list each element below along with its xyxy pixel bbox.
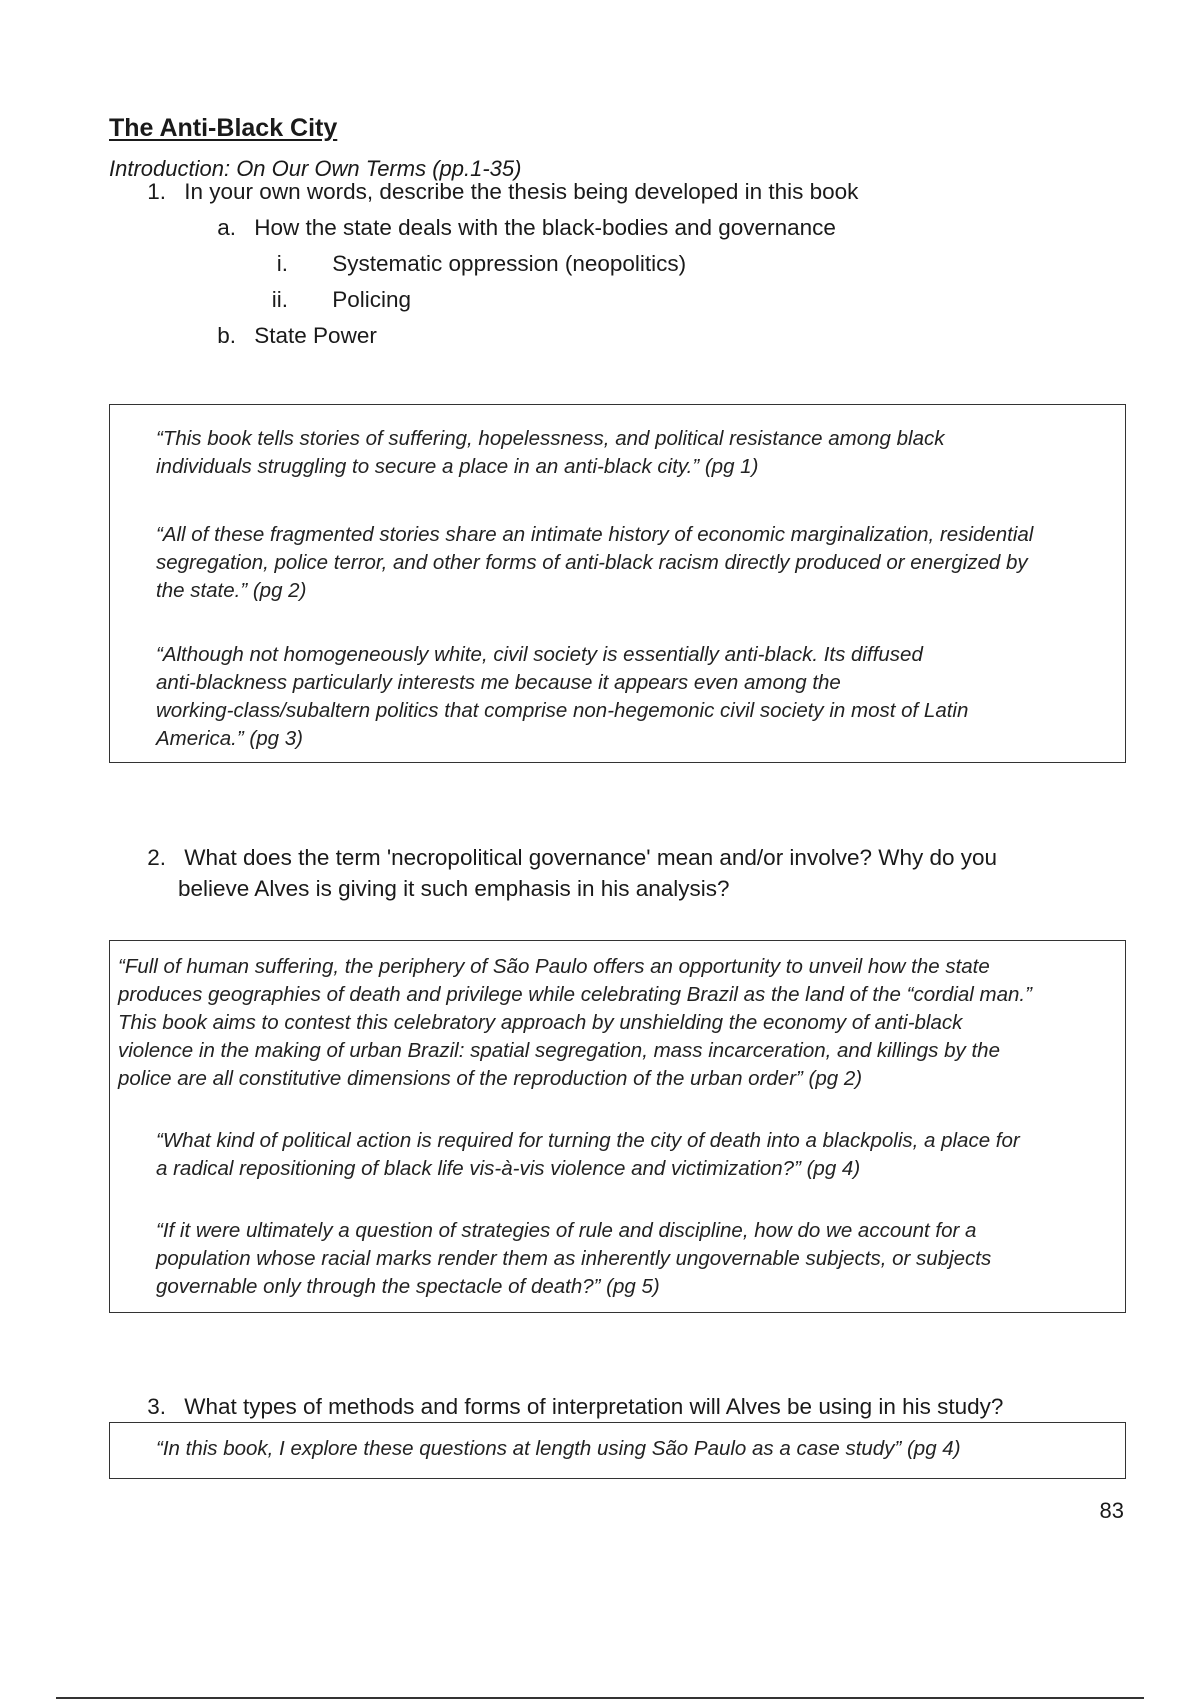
question-2-line-1: What does the term 'necropolitical governance' mean and/or involve? Why do you <box>184 845 998 870</box>
quote-box-2-quote-2: “What kind of political action is required for turning the city of death into a blackpolis, a place for a radical repositioning of black life vis-à-vis violence and victimization?” (pg 4) <box>156 1129 1020 1180</box>
question-3-text: What types of methods and forms of interpretation will Alves be using in his study? <box>184 1394 1004 1419</box>
question-1-text: In your own words, describe the thesis being developed in this book <box>184 179 859 204</box>
page-number: 83 <box>1099 1498 1124 1523</box>
document-title: The Anti-Black City <box>109 114 338 142</box>
quote-box-1 <box>109 404 1126 763</box>
question-1-item-a-ii: ii. Policing <box>271 287 412 312</box>
quote-box-3 <box>109 1422 1126 1479</box>
quote-box-3-quote-1: “In this book, I explore these questions at length using São Paulo as a case study” (pg 4) <box>156 1437 961 1460</box>
question-1-item-a: a. How the state deals with the black-bodies and governance <box>217 215 836 240</box>
footer-divider <box>56 1697 1144 1699</box>
quote-box-1-quote-2: “All of these fragmented stories share an intimate history of economic marginalization, residential segregation, police terror, and other forms of anti-black racism directly produced or energized by the state.” (pg 2) <box>156 523 1034 602</box>
question-1-item-b: b. State Power <box>217 323 377 348</box>
quote-box-1-quote-1: “This book tells stories of suffering, hopelessness, and political resistance among black individuals struggling to secure a place in an anti-black city.” (pg 1) <box>156 427 945 478</box>
question-1-number: 1. <box>147 179 166 204</box>
question-2-number: 2. <box>147 845 166 870</box>
question-1 <box>140 177 858 207</box>
question-3 <box>140 1392 1003 1422</box>
question-3-number: 3. <box>147 1394 166 1419</box>
question-2 <box>140 843 997 873</box>
chapter-subtitle: Introduction: On Our Own Terms (pp.1-35) <box>109 156 522 181</box>
question-2-line-2: believe Alves is giving it such emphasis in his analysis? <box>178 876 730 901</box>
quote-box-1-quote-3: “Although not homogeneously white, civil society is essentially anti-black. Its diffused anti-blackness particularly interests me because it appears even among the working-class/subaltern politics that comprise non-hegemonic civil society in most of Latin America.” (pg 3) <box>156 643 969 750</box>
quote-box-2-quote-3: “If it were ultimately a question of strategies of rule and discipline, how do we account for a population whose racial marks render them as inherently ungovernable subjects, or subjects governable only through the spectacle of death?” (pg 5) <box>156 1219 992 1298</box>
quote-box-2 <box>109 940 1126 1313</box>
question-1-item-a-i: i. Systematic oppression (neopolitics) <box>276 251 687 276</box>
quote-box-2-quote-1: “Full of human suffering, the periphery of São Paulo offers an opportunity to unveil how the state produces geographies of death and privilege while celebrating Brazil as the land of the “cordial man.” This book aims to contest this celebratory approach by unshielding the economy of anti-black violence in the making of urban Brazil: spatial segregation, mass incarceration, and killings by the police are all constitutive dimensions of the reproduction of the urban order” (pg 2) <box>118 955 1032 1090</box>
